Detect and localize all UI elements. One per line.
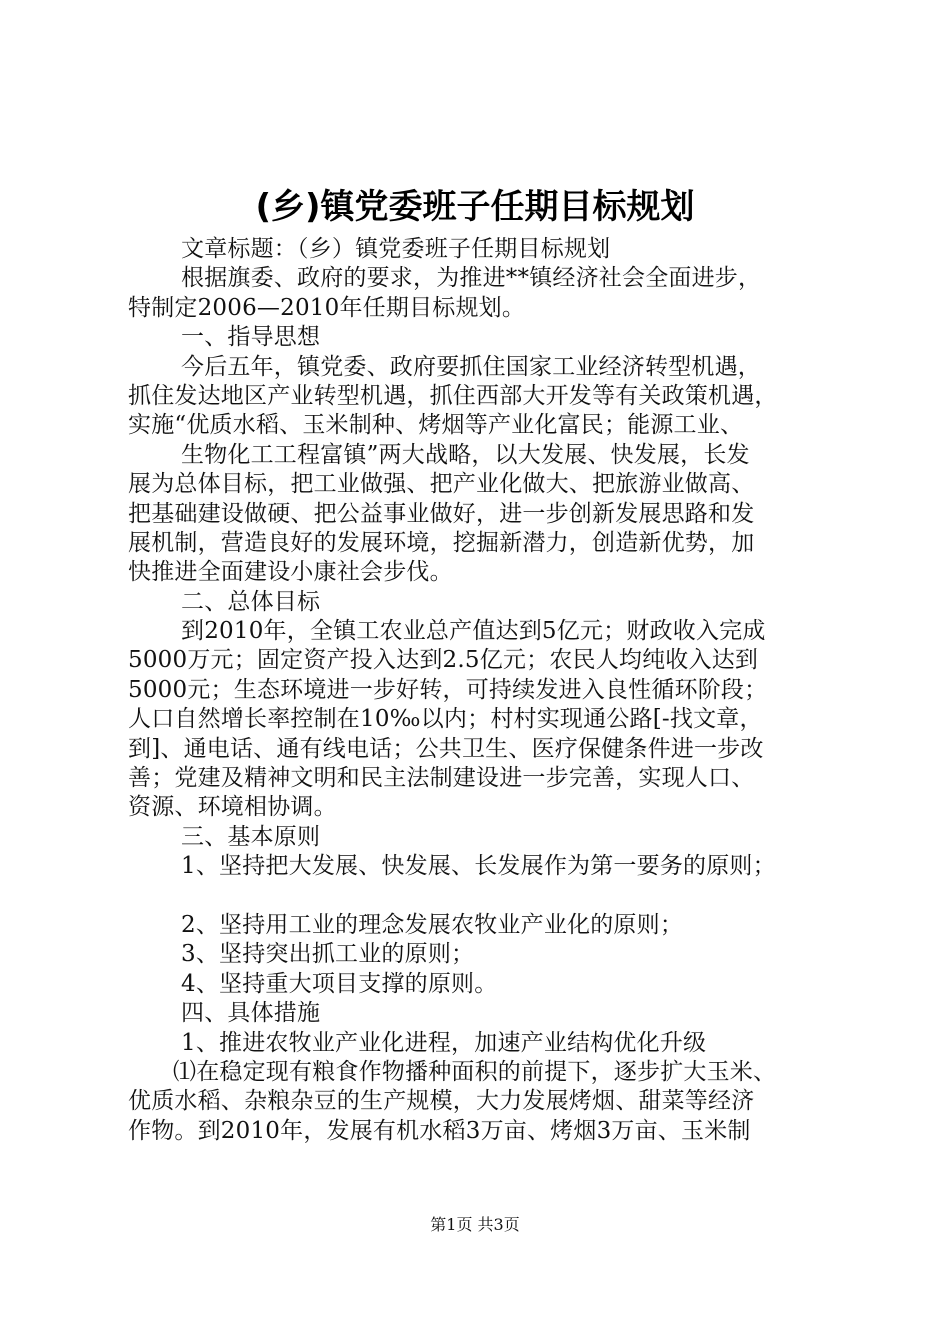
principle-item: 1、坚持把大发展、快发展、长发展作为第一要务的原则；: [181, 853, 776, 880]
paragraph-line: 到]、通电话、通有线电话；公共卫生、医疗保健条件进一步改: [128, 735, 764, 762]
paragraph-line: 今后五年，镇党委、政府要抓住国家工业经济转型机遇，: [181, 353, 761, 380]
article-title-line: 文章标题：（乡）镇党委班子任期目标规划: [181, 236, 611, 262]
paragraph-line: 根据旗委、政府的要求，为推进**镇经济社会全面进步，: [181, 265, 762, 292]
paragraph-line: 展为总体目标，把工业做强、把产业化做大、把旅游业做高、: [128, 471, 755, 498]
measure-heading: 1、推进农牧业产业化进程，加速产业结构优化升级: [181, 1029, 707, 1056]
document-title: (乡)镇党委班子任期目标规划: [255, 187, 695, 227]
document-body: [128, 235, 838, 1146]
section-heading: 二、总体目标: [181, 588, 321, 615]
paragraph-line: 5000万元；固定资产投入达到2.5亿元；农民人均纯收入达到: [128, 647, 759, 674]
principle-item: 3、坚持突出抓工业的原则；: [181, 941, 475, 968]
paragraph-line: 人口自然增长率控制在10‰以内；村村实现通公路[-找文章，: [128, 706, 763, 733]
page-number-footer: 第1页 共3页: [430, 1215, 520, 1234]
paragraph-line: 实施“优质水稻、玉米制种、烤烟等产业化富民；能源工业、: [128, 412, 744, 439]
section-heading: 四、具体措施: [181, 1000, 321, 1027]
principle-item: 2、坚持用工业的理念发展农牧业产业化的原则；: [181, 911, 684, 938]
paragraph-line: 展机制，营造良好的发展环境，挖掘新潜力，创造新优势，加: [128, 529, 755, 556]
blank-line: [128, 882, 838, 911]
paragraph-line: 到2010年，全镇工农业总产值达到5亿元；财政收入完成: [181, 618, 766, 645]
paragraph-line: 生物化工工程富镇”两大战略，以大发展、快发展，长发: [181, 441, 750, 468]
paragraph-line: ⑴在稳定现有粮食作物播种面积的前提下，逐步扩大玉米、: [173, 1058, 777, 1085]
section-heading: 三、基本原则: [181, 823, 321, 850]
paragraph-line: 优质水稻、杂粮杂豆的生产规模，大力发展烤烟、甜菜等经济: [128, 1088, 755, 1115]
paragraph-line: 把基础建设做硬、把公益事业做好，进一步创新发展思路和发: [128, 500, 755, 527]
paragraph-line: 资源、环境相协调。: [128, 794, 337, 821]
paragraph-line: 5000元；生态环境进一步好转，可持续发进入良性循环阶段；: [128, 676, 768, 703]
paragraph-line: 善；党建及精神文明和民主法制建设进一步完善，实现人口、: [128, 765, 755, 792]
principle-item: 4、坚持重大项目支撑的原则。: [181, 970, 498, 997]
paragraph-line: 作物。到2010年，发展有机水稻3万亩、烤烟3万亩、玉米制: [128, 1117, 751, 1144]
paragraph-line: 特制定2006—2010年任期目标规划。: [128, 294, 526, 321]
paragraph-line: 抓住发达地区产业转型机遇，抓住西部大开发等有关政策机遇，: [128, 382, 778, 409]
paragraph-line: 快推进全面建设小康社会步伐。: [128, 559, 453, 586]
section-heading: 一、指导思想: [181, 324, 321, 351]
